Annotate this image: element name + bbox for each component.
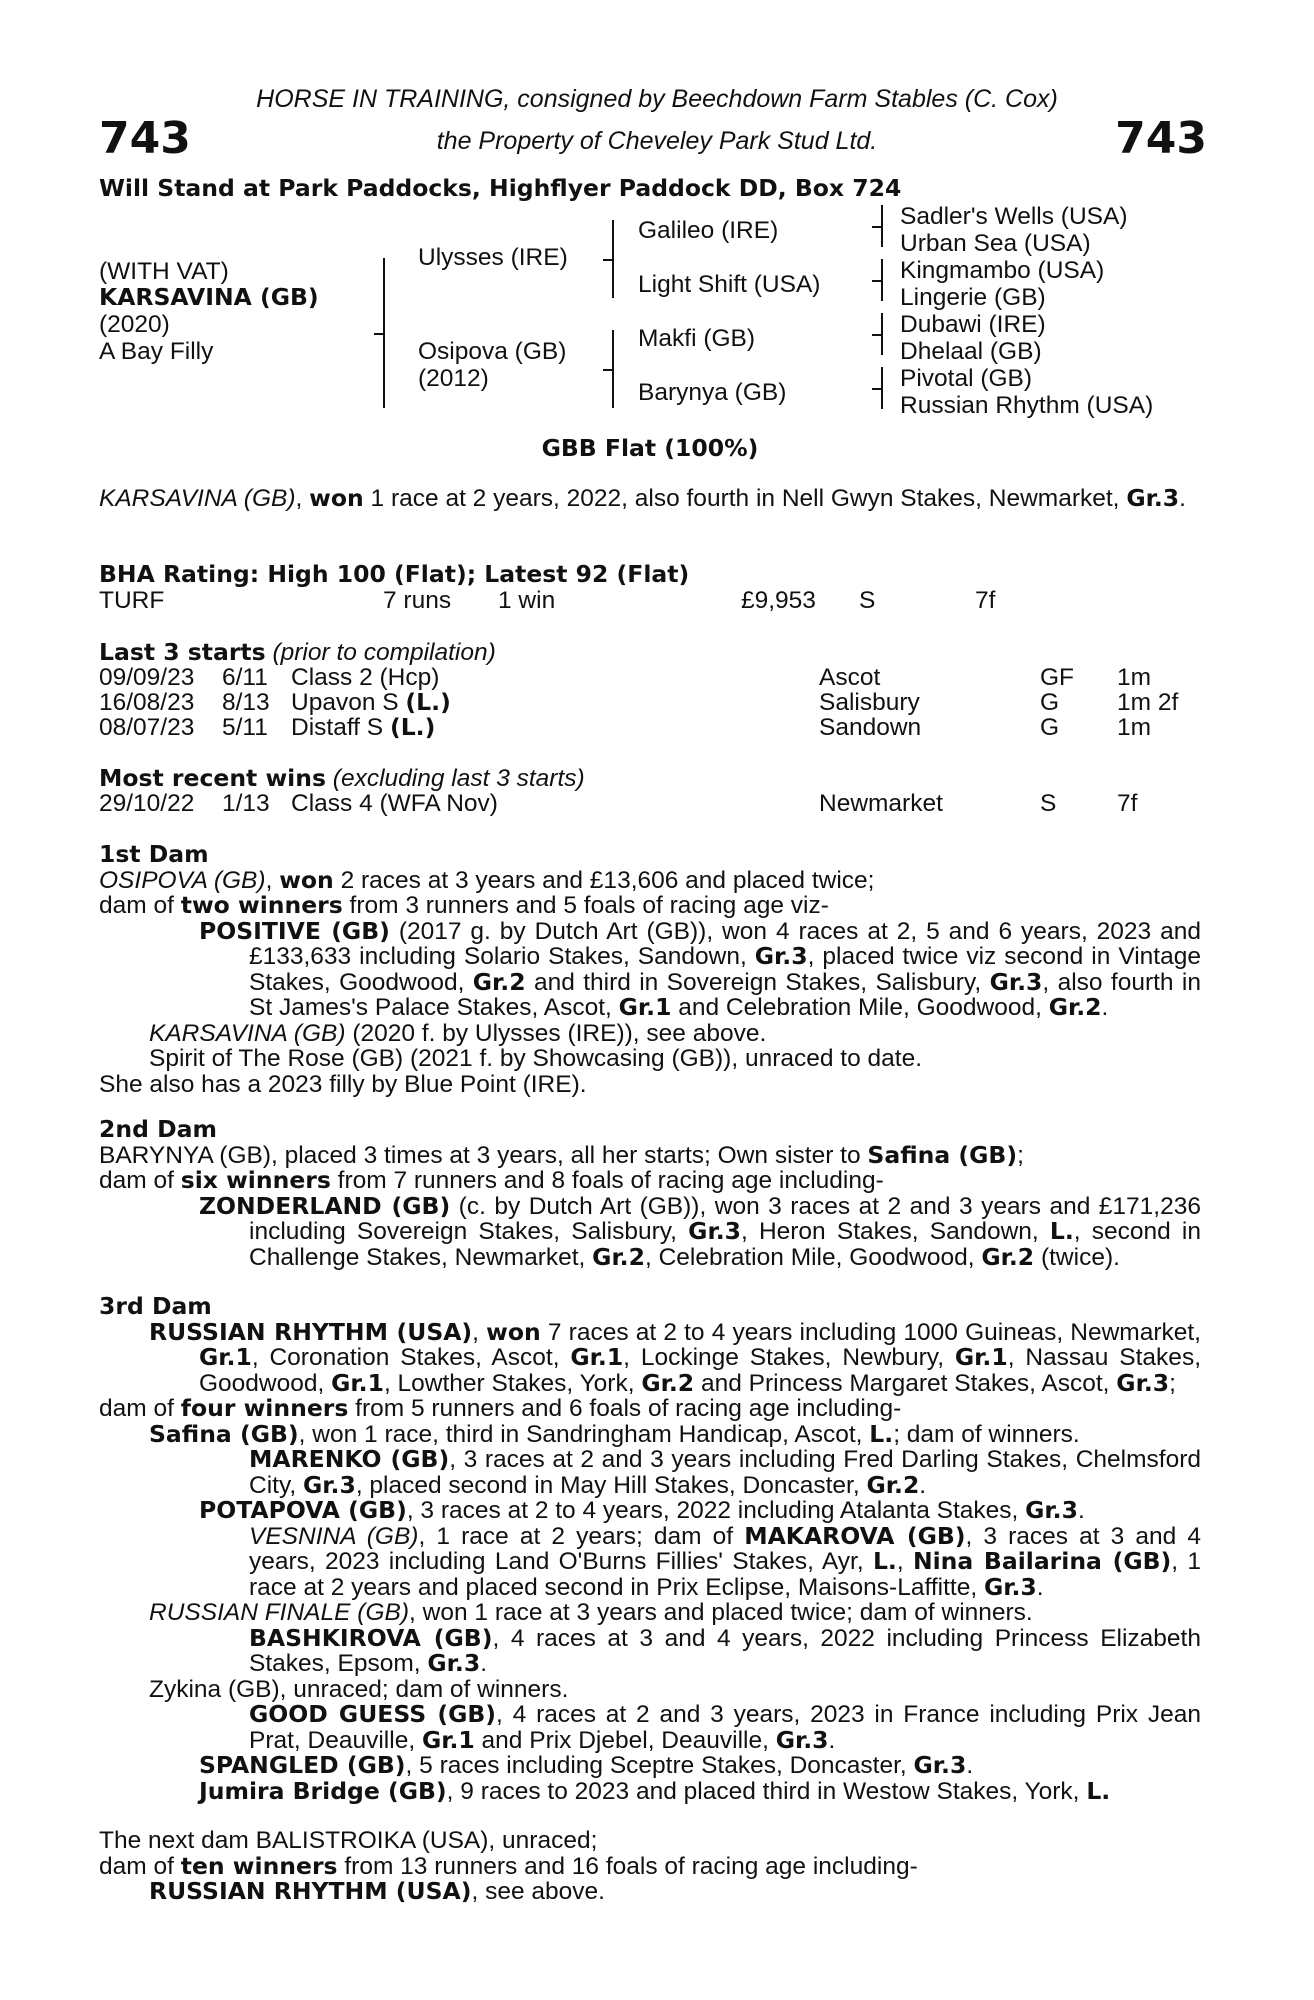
t: . xyxy=(828,1726,836,1754)
first-dam-heading: 1st Dam xyxy=(99,840,209,868)
grandsire-paternal: Galileo (IRE) xyxy=(638,217,779,244)
recent-wins-heading xyxy=(99,766,585,792)
ancestor-g3-6: Dhelaal (GB) xyxy=(900,338,1042,365)
summary-text: 1 race at 2 years, 2022, also fourth in Nell Gwyn Stakes, Newmarket, xyxy=(363,485,1120,512)
turf-runs: 7 runs xyxy=(383,587,452,614)
grade: Gr.1 xyxy=(618,993,672,1021)
start-pos: 6/11 xyxy=(222,664,268,691)
produce-name: KARSAVINA (GB) xyxy=(149,1019,346,1047)
produce-vesnina xyxy=(99,1521,1201,1601)
won: won xyxy=(279,865,334,894)
grade: Gr.3 xyxy=(427,1649,481,1677)
grade: Gr.2 xyxy=(472,967,526,996)
ancestor-g3-7: Pivotal (GB) xyxy=(900,365,1033,392)
dam-name: OSIPOVA (GB) xyxy=(99,866,266,894)
start-date: 08/07/23 xyxy=(99,714,195,741)
produce-potapova xyxy=(99,1498,1201,1524)
grade: L. xyxy=(1049,1217,1074,1245)
start-race xyxy=(291,715,435,741)
listed-badge: (L.) xyxy=(389,713,436,741)
t: , 9 races to 2023 and placed third in Westow Stakes, York, xyxy=(446,1777,1087,1805)
t: ; xyxy=(1169,1369,1176,1397)
produce-name: BASHKIROVA (GB) xyxy=(249,1623,493,1652)
t: , won 1 race, third in Sandringham Handicap, Ascot, xyxy=(298,1420,870,1448)
start-distance: 1m xyxy=(1117,714,1152,741)
grade: Gr.2 xyxy=(981,1242,1035,1271)
horse-year: (2020) xyxy=(99,311,170,338)
grade: Gr.3 xyxy=(913,1751,967,1779)
brace-g3-2 xyxy=(881,259,883,301)
also-note: She also has a 2023 filly by Blue Point (IRE). xyxy=(99,1070,587,1098)
produce-jumira xyxy=(99,1776,1201,1805)
grade: Gr.1 xyxy=(199,1343,252,1371)
produce-marenko xyxy=(99,1447,1201,1498)
t: and Prix Djebel, Deauville, xyxy=(474,1726,776,1754)
produce-name: MARENKO (GB) xyxy=(249,1445,450,1473)
next-dam-section xyxy=(99,1828,1201,1905)
bha-rating: BHA Rating: High 100 (Flat); Latest 92 (Flat) xyxy=(99,560,690,588)
t: , Lowther Stakes, York, xyxy=(383,1369,642,1397)
produce-spirit: Spirit of The Rose (GB) (2021 f. by Showcasing (GB)), unraced to date. xyxy=(149,1045,923,1072)
dam-of: dam of xyxy=(99,1167,181,1194)
sep: , xyxy=(472,1318,487,1346)
horse-name: KARSAVINA (GB) xyxy=(99,283,319,311)
sep: , xyxy=(265,866,280,894)
winners-count: six winners xyxy=(180,1166,331,1194)
grade: Gr.3 xyxy=(1116,1368,1170,1397)
produce-name: ZONDERLAND (GB) xyxy=(199,1191,451,1220)
dam-of: dam of xyxy=(99,892,181,919)
t: . xyxy=(919,1471,927,1499)
grade: Gr.2 xyxy=(592,1242,645,1271)
dam-name: Osipova (GB) xyxy=(418,338,567,365)
t: ; dam of winners. xyxy=(893,1420,1080,1448)
property-line: the Property of Cheveley Park Stud Ltd. xyxy=(436,127,878,155)
produce-name: Safina (GB) xyxy=(149,1419,299,1448)
brace-dam-sire xyxy=(383,258,385,408)
t: . xyxy=(480,1650,488,1677)
produce-name: POTAPOVA (GB) xyxy=(199,1496,407,1524)
last-starts-heading xyxy=(99,640,496,666)
granddam-paternal: Light Shift (USA) xyxy=(638,271,821,298)
ancestor-g3-4: Lingerie (GB) xyxy=(900,284,1046,311)
produce-summary: from 3 runners and 5 foals of racing age viz- xyxy=(342,892,829,919)
winners-count: two winners xyxy=(180,891,343,919)
sister-name: Safina (GB) xyxy=(867,1140,1018,1169)
grade: Gr.2 xyxy=(641,1368,695,1397)
t: (2020 f. by Ulysses (IRE)), see above. xyxy=(345,1019,767,1047)
t: (2017 g. by Dutch Art (GB)), won 4 races at 2, 5 and 6 years, 2023 and £133,633 including Solario Stakes, Sandown, xyxy=(249,917,1202,970)
start-race-name: Upavon S xyxy=(291,689,399,716)
start-course: Sandown xyxy=(819,714,922,741)
produce-finale xyxy=(99,1600,1201,1626)
ancestor-g3-1: Sadler's Wells (USA) xyxy=(900,203,1128,230)
produce-bashkirova xyxy=(99,1623,1201,1677)
produce-summary: from 13 runners and 16 foals of racing age including- xyxy=(337,1852,918,1880)
start-course: Salisbury xyxy=(819,689,920,716)
start-race: Class 2 (Hcp) xyxy=(291,664,440,691)
produce-positive xyxy=(99,916,1202,1021)
t: , 1 race at 2 years and placed second in Prix Eclipse, Maisons-Laffitte, xyxy=(249,1548,1201,1601)
summary-end: . xyxy=(1179,485,1186,512)
grade: Gr.3 xyxy=(983,1572,1037,1601)
rr-record xyxy=(99,1317,1201,1397)
t: , second in Challenge Stakes, Newmarket, xyxy=(249,1218,1201,1271)
produce-name: SPANGLED (GB) xyxy=(199,1751,406,1779)
dam-year: (2012) xyxy=(418,365,489,392)
produce-name: MAKAROVA (GB) xyxy=(744,1521,966,1550)
start-going: G xyxy=(1040,689,1060,716)
grandsire-maternal: Makfi (GB) xyxy=(638,325,756,352)
brace-g3-1 xyxy=(881,205,883,247)
t: , 1 race at 2 years; dam of xyxy=(418,1522,745,1550)
start-going: GF xyxy=(1040,664,1075,691)
t: . xyxy=(1101,994,1109,1021)
grade: Gr.3 xyxy=(688,1217,741,1245)
start-course: Ascot xyxy=(819,664,881,691)
ancestor-g3-8: Russian Rhythm (USA) xyxy=(900,392,1154,419)
ancestor-g3-2: Urban Sea (USA) xyxy=(900,230,1091,257)
second-dam-heading: 2nd Dam xyxy=(99,1115,217,1143)
t: , see above. xyxy=(471,1878,605,1905)
grade: Gr.2 xyxy=(866,1470,920,1499)
produce-summary: from 5 runners and 6 foals of racing age including- xyxy=(348,1395,902,1422)
t: , also fourth in St James's Palace Stakes, Ascot, xyxy=(249,968,1201,1021)
stand-location: Will Stand at Park Paddocks, Highflyer Paddock DD, Box 724 xyxy=(99,174,902,202)
t: , Nassau Stakes, Goodwood, xyxy=(199,1344,1201,1397)
t: , 5 races including Sceptre Stakes, Doncaster, xyxy=(405,1752,914,1779)
produce-spangled xyxy=(99,1753,1201,1779)
dam-record: BARYNYA (GB), placed 3 times at 3 years, all her starts; Own sister to xyxy=(99,1141,868,1169)
grade: Gr.3 xyxy=(303,1470,356,1499)
produce-name: VESNINA (GB) xyxy=(249,1522,419,1550)
ancestor-g3-3: Kingmambo (USA) xyxy=(900,257,1105,284)
t: , Celebration Mile, Goodwood, xyxy=(644,1243,982,1271)
summary-grade: Gr.3 xyxy=(1126,484,1180,512)
grade: Gr.3 xyxy=(775,1725,829,1754)
gbb-note: GBB Flat (100%) xyxy=(541,434,759,462)
grade: L. xyxy=(872,1547,897,1575)
t: (twice). xyxy=(1034,1243,1120,1271)
start-race xyxy=(291,690,451,716)
turf-going: S xyxy=(859,587,876,614)
grade: L. xyxy=(1086,1776,1111,1805)
granddam-maternal: Barynya (GB) xyxy=(638,379,787,406)
winners-count: ten winners xyxy=(180,1851,338,1880)
t: , 3 races at 2 to 4 years, 2022 including Atalanta Stakes, xyxy=(406,1497,1026,1524)
start-distance: 1m xyxy=(1117,664,1152,691)
race-summary: KARSAVINA (GB), won 1 race at 2 years, 2022, also fourth in Nell Gwyn Stakes, Newmarket, Gr.3. xyxy=(99,484,1186,512)
t: and Princess Margaret Stakes, Ascot, xyxy=(694,1369,1117,1397)
turf-prize: £9,953 xyxy=(741,587,816,614)
grade: Gr.3 xyxy=(989,967,1043,996)
t: , xyxy=(896,1548,913,1575)
vat-note: (WITH VAT) xyxy=(99,258,229,285)
win-course: Newmarket xyxy=(819,790,943,817)
last-starts-note: (prior to compilation) xyxy=(272,639,496,666)
t: , 3 races at 3 and 4 years, 2023 including Land O'Burns Fillies' Stakes, Ayr, xyxy=(249,1522,1201,1575)
win-distance: 7f xyxy=(1117,790,1138,817)
turf-wins: 1 win xyxy=(498,587,556,614)
lot-number-left: 743 xyxy=(99,113,191,164)
third-dam-section xyxy=(99,1294,1201,1804)
consignor-line: HORSE IN TRAINING, consigned by Beechdown Farm Stables (C. Cox) xyxy=(256,85,1058,113)
produce-name: Nina Bailarina (GB) xyxy=(912,1547,1172,1575)
t: . xyxy=(966,1752,974,1779)
grade: Gr.1 xyxy=(331,1368,384,1397)
brace-g3-4 xyxy=(881,367,883,409)
brace-sire xyxy=(612,220,614,298)
t: , placed second in May Hill Stakes, Doncaster, xyxy=(355,1471,867,1499)
start-date: 16/08/23 xyxy=(99,689,195,716)
winners-count: four winners xyxy=(180,1394,349,1422)
recent-wins-title: Most recent wins xyxy=(99,764,326,792)
t: , Lockinge Stakes, Newbury, xyxy=(623,1344,955,1371)
start-race-name: Distaff S xyxy=(291,714,384,741)
summary-won: won xyxy=(309,484,364,512)
grade: Gr.2 xyxy=(1048,993,1102,1021)
won: won xyxy=(486,1317,541,1346)
t: and third in Sovereign Stakes, Salisbury, xyxy=(525,968,990,996)
produce-name: POSITIVE (GB) xyxy=(199,916,390,945)
dam-of: dam of xyxy=(99,1395,181,1422)
t: , won 1 race at 3 years and placed twice; dam of winners. xyxy=(409,1599,1033,1626)
t: . xyxy=(1036,1573,1044,1601)
third-dam-heading: 3rd Dam xyxy=(99,1292,212,1320)
win-race: Class 4 (WFA Nov) xyxy=(291,790,498,817)
start-distance: 1m 2f xyxy=(1117,689,1179,716)
win-date: 29/10/22 xyxy=(99,790,195,817)
produce-zykina: Zykina (GB), unraced; dam of winners. xyxy=(149,1675,569,1703)
grade: Gr.3 xyxy=(1025,1496,1078,1524)
produce-name: Jumira Bridge (GB) xyxy=(199,1776,447,1805)
recent-wins-note: (excluding last 3 starts) xyxy=(332,765,585,792)
t: 7 races at 2 to 4 years including 1000 Guineas, Newmarket, xyxy=(540,1318,1201,1346)
start-going: G xyxy=(1040,714,1060,741)
start-date: 09/09/23 xyxy=(99,664,195,691)
start-pos: 8/13 xyxy=(222,689,270,716)
first-dam-section xyxy=(99,842,1201,1097)
summary-horse-name: KARSAVINA (GB) xyxy=(99,485,296,512)
t: , 4 races at 2 and 3 years, 2023 in France including Prix Jean Prat, Deauville, xyxy=(249,1701,1201,1754)
grade: Gr.1 xyxy=(570,1343,624,1371)
dam-name: RUSSIAN RHYTHM (USA) xyxy=(149,1317,473,1346)
dam-of: dam of xyxy=(99,1852,181,1880)
sire-name: Ulysses (IRE) xyxy=(418,244,568,271)
t: , Heron Stakes, Sandown, xyxy=(740,1218,1050,1245)
turf-label: TURF xyxy=(99,587,165,614)
next-dam-line: The next dam BALISTROIKA (USA), unraced; xyxy=(99,1827,598,1854)
t: and Celebration Mile, Goodwood, xyxy=(671,994,1049,1021)
produce-name: RUSSIAN FINALE (GB) xyxy=(149,1599,410,1626)
lot-number-right: 743 xyxy=(1115,113,1207,164)
t: ; xyxy=(1017,1141,1024,1169)
t: , 3 races at 2 and 3 years including Fred Darling Stakes, Chelmsford City, xyxy=(249,1446,1201,1499)
produce-goodguess xyxy=(99,1702,1201,1753)
brace-dam xyxy=(612,330,614,408)
grade: Gr.1 xyxy=(954,1343,1008,1371)
last-starts-title: Last 3 starts xyxy=(99,638,266,666)
grade: Gr.1 xyxy=(421,1725,475,1754)
dam-record: 2 races at 3 years and £13,606 and placed twice; xyxy=(333,866,875,894)
t: , Coronation Stakes, Ascot, xyxy=(251,1344,571,1371)
second-dam-section xyxy=(99,1117,1201,1270)
produce-safina xyxy=(99,1419,1201,1448)
t: , placed twice viz second in Vintage Stakes, Goodwood, xyxy=(249,943,1201,996)
win-pos: 1/13 xyxy=(222,790,270,817)
grade: L. xyxy=(869,1419,894,1448)
grade: Gr.3 xyxy=(754,942,808,970)
brace-g3-3 xyxy=(881,313,883,355)
t: . xyxy=(1077,1497,1085,1524)
listed-badge: (L.) xyxy=(405,688,451,716)
start-pos: 5/11 xyxy=(222,714,268,741)
produce-name: GOOD GUESS (GB) xyxy=(249,1700,497,1728)
produce-summary: from 7 runners and 8 foals of racing age including- xyxy=(330,1167,884,1194)
horse-description: A Bay Filly xyxy=(99,338,214,365)
t: (c. by Dutch Art (GB)), won 3 races at 2 and 3 years and £171,236 including Sovereign Stakes, Salisbury, xyxy=(249,1192,1201,1245)
produce-rr xyxy=(99,1879,1201,1905)
produce-karsavina xyxy=(99,1021,1201,1047)
ancestor-g3-5: Dubawi (IRE) xyxy=(900,311,1046,338)
produce-name: RUSSIAN RHYTHM (USA) xyxy=(149,1877,472,1905)
produce-zonderland xyxy=(99,1191,1201,1271)
turf-distance: 7f xyxy=(975,587,996,614)
t: , 4 races at 3 and 4 years, 2022 including Princess Elizabeth Stakes, Epsom, xyxy=(249,1624,1201,1677)
win-going: S xyxy=(1040,790,1057,817)
